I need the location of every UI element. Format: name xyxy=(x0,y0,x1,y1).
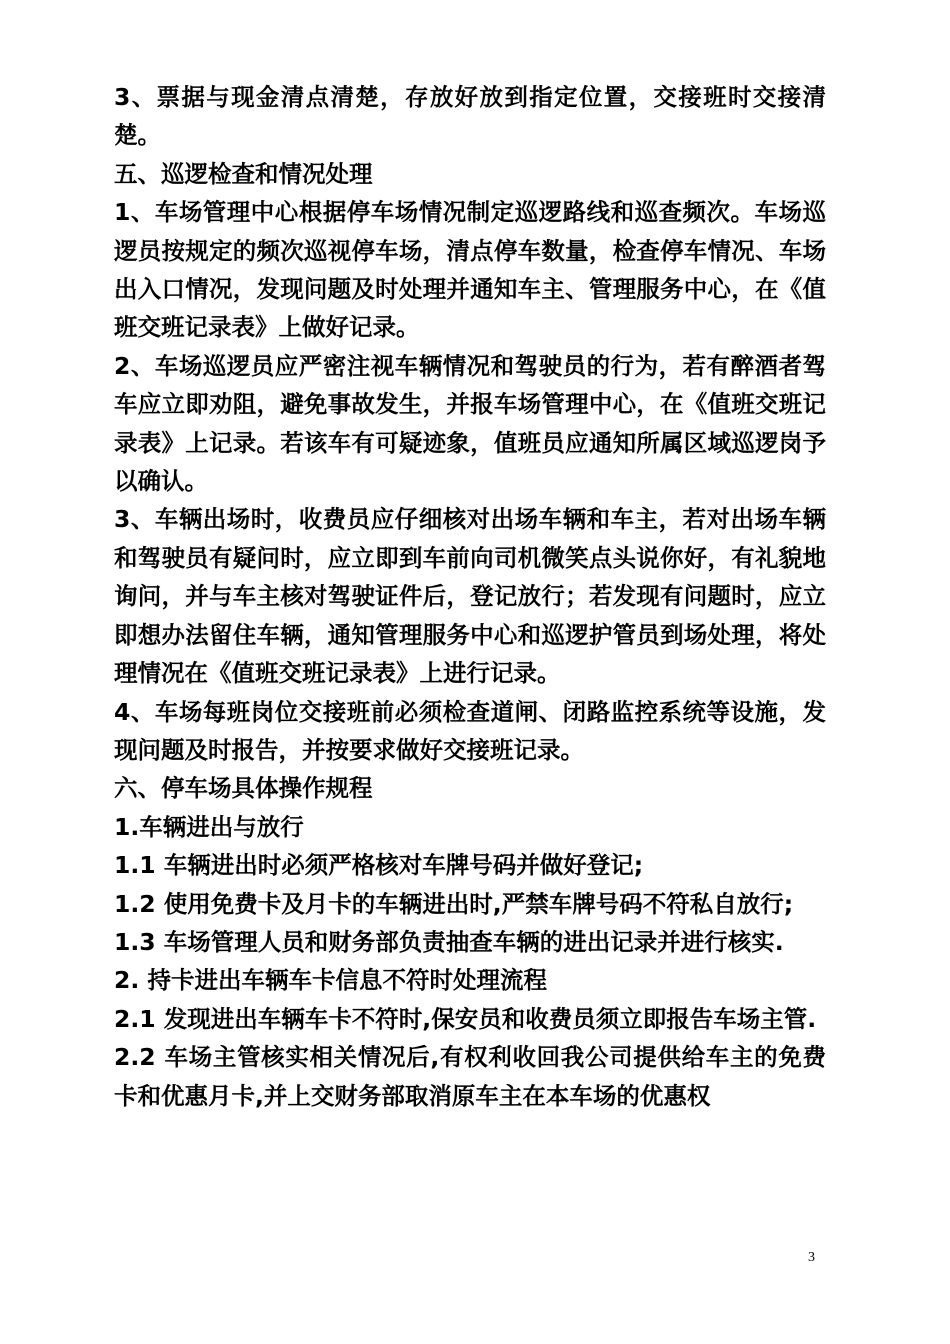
item-1-2: 1.2 使用免费卡及月卡的车辆进出时,严禁车牌号码不符私自放行; xyxy=(114,889,794,918)
subheading-card-mismatch: 2. 持卡进出车辆车卡信息不符时处理流程 xyxy=(114,966,547,995)
section-heading-patrol: 五、巡逻检查和情况处理 xyxy=(114,159,373,188)
item-1-3: 1.3 车场管理人员和财务部负责抽查车辆的进出记录并进行核实. xyxy=(114,927,784,956)
section-heading-operations: 六、停车场具体操作规程 xyxy=(114,774,373,803)
item-1-1: 1.1 车辆进出时必须严格核对车牌号码并做好登记; xyxy=(114,851,644,880)
paragraph-shift-check: 4、车场每班岗位交接班前必须检查道闸、闭路监控系统等设施，发现问题及时报告，并按要求做好交接班记录。 xyxy=(114,697,826,764)
paragraph-cash-handover: 3、票据与现金清点清楚，存放好放到指定位置，交接班时交接清楚。 xyxy=(114,83,826,150)
document-body xyxy=(114,78,826,1115)
paragraph-vehicle-exit: 3、车辆出场时，收费员应仔细核对出场车辆和车主，若对出场车辆和驾驶员有疑问时，应立即到车前向司机微笑点头说你好，有礼貌地询问，并与车主核对驾驶证件后，登记放行；若发现有问题时，应立即想办法留住车辆，通知管理服务中心和巡逻护管员到场处理，将处理情况在《值班交班记录表》上进行记录。 xyxy=(114,505,826,688)
subheading-entry-exit: 1.车辆进出与放行 xyxy=(114,812,304,841)
page-number: 3 xyxy=(808,1250,815,1265)
paragraph-patrol-route: 1、车场管理中心根据停车场情况制定巡逻路线和巡查频次。车场巡逻员按规定的频次巡视停车场，清点停车数量，检查停车情况、车场出入口情况，发现问题及时处理并通知车主、管理服务中心，在《值班交班记录表》上做好记录。 xyxy=(114,198,826,342)
item-2-1: 2.1 发现进出车辆车卡不符时,保安员和收费员须立即报告车场主管. xyxy=(114,1004,817,1033)
paragraph-drunk-driver: 2、车场巡逻员应严密注视车辆情况和驾驶员的行为，若有醉酒者驾车应立即劝阻，避免事故发生，并报车场管理中心，在《值班交班记录表》上记录。若该车有可疑迹象，值班员应通知所属区域巡逻岗予以确认。 xyxy=(114,351,826,496)
item-2-2: 2.2 车场主管核实相关情况后,有权利收回我公司提供给车主的免费卡和优惠月卡,并上交财务部取消原车主在本车场的优惠权 xyxy=(114,1043,826,1110)
